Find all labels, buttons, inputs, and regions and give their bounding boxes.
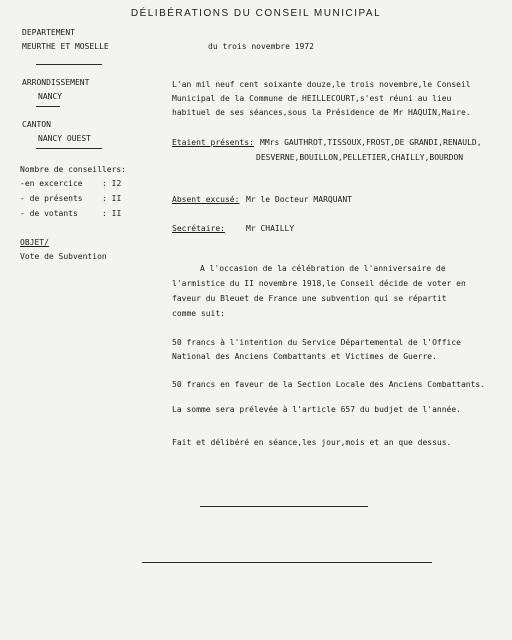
section-locale-paragraph: 50 francs en faveur de la Section Locale des Anciens Combattants.	[172, 380, 486, 389]
body-line: National des Anciens Combattants et Victimes de Guerre.	[172, 352, 437, 361]
objet-label: OBJET/	[20, 238, 49, 247]
votants-value: : II	[102, 209, 122, 218]
document-title: DÉLIBÉRATIONS DU CONSEIL MUNICIPAL	[130, 8, 382, 19]
departement-label: DEPARTEMENT	[22, 28, 75, 37]
absent-value: Mr le Docteur MARQUANT	[246, 195, 352, 204]
presents-count-value: : II	[102, 194, 122, 203]
divider	[36, 106, 60, 107]
intro-line: L'an mil neuf cent soixante douze,le trois novembre,le Conseil	[172, 80, 471, 89]
departement-value: MEURTHE ET MOSELLE	[22, 42, 109, 51]
intro-line: Municipal de la Commune de HEILLECOURT,s'est réuni au lieu	[172, 94, 452, 103]
canton-label: CANTON	[22, 120, 51, 129]
intro-line: habituel de ses séances,sous la Présidence de Mr HAQUIN,Maire.	[172, 108, 471, 117]
body-line: faveur du Bleuet de France une subvention qui se répartit	[172, 294, 447, 303]
secretaire-value: Mr CHAILLY	[246, 224, 295, 233]
body-line: l'armistice du II novembre 1918,le Conseil décide de voter en	[172, 279, 466, 288]
presents-count-label: - de présents	[20, 194, 83, 203]
signature-line	[200, 506, 368, 507]
objet-value: Vote de Subvention	[20, 252, 107, 261]
bottom-rule	[142, 562, 432, 563]
votants-label: - de votants	[20, 209, 78, 218]
body-line: 50 francs à l'intention du Service Départemental de l'Office	[172, 338, 461, 347]
divider	[36, 148, 102, 149]
conseillers-title: Nombre de conseillers:	[20, 165, 126, 174]
canton-value: NANCY OUEST	[38, 134, 91, 143]
closing-paragraph: Fait et délibéré en séance,les jour,mois et an que dessus.	[172, 438, 452, 447]
body-line: comme suit:	[172, 309, 225, 318]
presents-names-line1: MMrs GAUTHROT,TISSOUX,FROST,DE GRANDI,RENAULD,	[260, 138, 482, 147]
en-exercice-label: -en excercice	[20, 179, 83, 188]
secretaire-label: Secrétaire:	[172, 224, 225, 233]
en-exercice-value: : I2	[102, 179, 122, 188]
budget-paragraph: La somme sera prélevée à l'article 657 du budjet de l'année.	[172, 405, 461, 414]
arrondissement-value: NANCY	[38, 92, 63, 101]
body-line: A l'occasion de la célébration de l'anniversaire de	[200, 264, 446, 273]
divider	[36, 64, 102, 65]
arrondissement-label: ARRONDISSEMENT	[22, 78, 90, 87]
presents-names-line2: DESVERNE,BOUILLON,PELLETIER,CHAILLY,BOURDON	[256, 153, 464, 162]
session-date: du trois novembre 1972	[208, 42, 314, 51]
absent-label: Absent excusé:	[172, 195, 240, 204]
presents-label: Etaient présents:	[172, 138, 254, 147]
